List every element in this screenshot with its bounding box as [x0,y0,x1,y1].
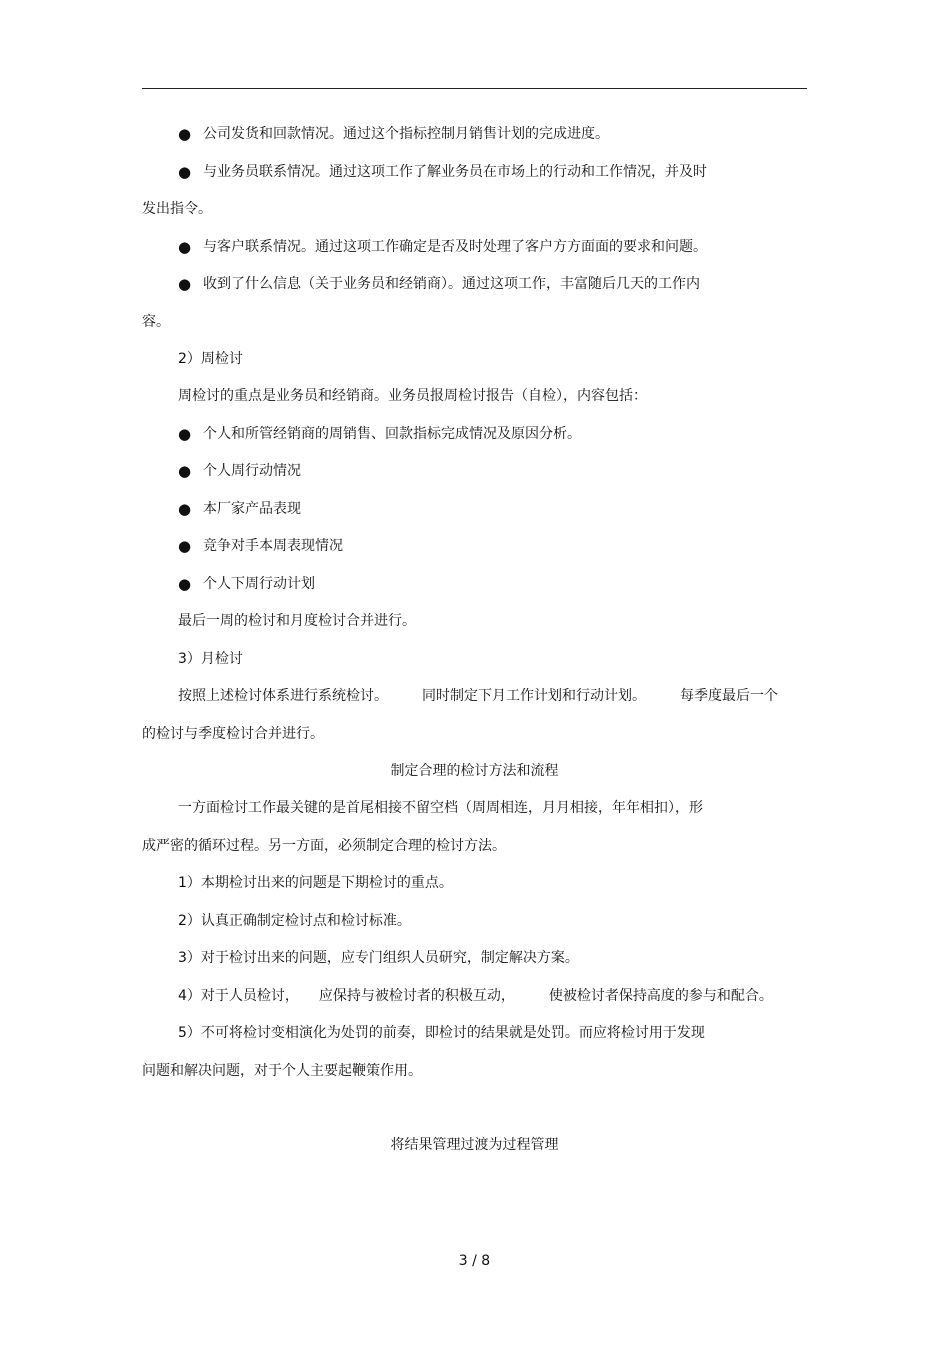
weekly-item: 本厂家产品表现 [203,501,301,517]
monthly-line-2: 的检讨与季度检讨合并进行。 [142,726,324,742]
method-point-1: 1）本期检讨出来的问题是下期检讨的重点。 [178,875,453,891]
bullet-icon: ● [178,275,192,293]
bullet-icon: ● [178,238,192,256]
method-point-5-line-2: 问题和解决问题，对于个人主要起鞭策作用。 [142,1063,422,1079]
method-point-5-line-1: 5）不可将检讨变相演化为处罚的前奏，即检讨的结果就是处罚。而应将检讨用于发现 [178,1025,705,1041]
daily-item-3: 与客户联系情况。通过这项工作确定是否及时处理了客户方方面面的要求和问题。 [203,239,707,255]
weekly-item: 个人和所管经销商的周销售、回款指标完成情况及原因分析。 [203,426,581,442]
method-point-4-c: 使被检讨者保持高度的参与和配合。 [548,988,773,1004]
section-title-process: 将结果管理过渡为过程管理 [390,1137,559,1153]
method-point-4-b: 应保持与被检讨者的积极互动， [318,988,515,1004]
method-point-4-a: 4）对于人员检讨， [178,988,299,1004]
daily-item-2-line-2: 发出指令。 [142,201,212,217]
method-point-4 [178,986,773,1006]
monthly-line-1 [178,686,778,706]
monthly-text-a: 按照上述检讨体系进行系统检讨。 [178,688,388,704]
method-point-2: 2）认真正确制定检讨点和检讨标准。 [178,913,411,929]
page-number: 3 / 8 [458,1253,491,1269]
daily-item-4-line-2: 容。 [142,314,170,330]
daily-item-1: 公司发货和回款情况。通过这个指标控制月销售计划的完成进度。 [203,126,609,142]
method-intro-line-2: 成严密的循环过程。另一方面，必须制定合理的检讨方法。 [142,838,506,854]
weekly-item: 个人周行动情况 [203,463,301,479]
weekly-item: 竞争对手本周表现情况 [203,538,343,554]
section-title-method: 制定合理的检讨方法和流程 [390,763,559,779]
bullet-icon: ● [178,575,192,593]
method-intro-line-1: 一方面检讨工作最关键的是首尾相接不留空档（周周相连，月月相接，年年相扣），形 [178,800,703,816]
bullet-icon: ● [178,125,192,143]
weekly-closing: 最后一周的检讨和月度检讨合并进行。 [178,613,416,629]
weekly-intro: 周检讨的重点是业务员和经销商。业务员报周检讨报告（自检），内容包括： [178,388,647,404]
method-point-3: 3）对于检讨出来的问题，应专门组织人员研究，制定解决方案。 [178,950,579,966]
bullet-icon: ● [178,425,192,443]
daily-item-2-line-1: 与业务员联系情况。通过这项工作了解业务员在市场上的行动和工作情况，并及时 [203,164,707,180]
weekly-heading: 2）周检讨 [178,351,243,367]
daily-item-4-line-1: 收到了什么信息（关于业务员和经销商）。通过这项工作，丰富随后几天的工作内 [203,276,700,292]
monthly-text-b: 同时制定下月工作计划和行动计划。 [422,688,646,704]
monthly-heading: 3）月检讨 [178,651,243,667]
monthly-text-c: 每季度最后一个 [680,688,778,704]
bullet-icon: ● [178,537,192,555]
bullet-icon: ● [178,462,192,480]
weekly-item: 个人下周行动计划 [203,576,315,592]
header-rule [142,88,807,89]
bullet-icon: ● [178,500,192,518]
bullet-icon: ● [178,163,192,181]
